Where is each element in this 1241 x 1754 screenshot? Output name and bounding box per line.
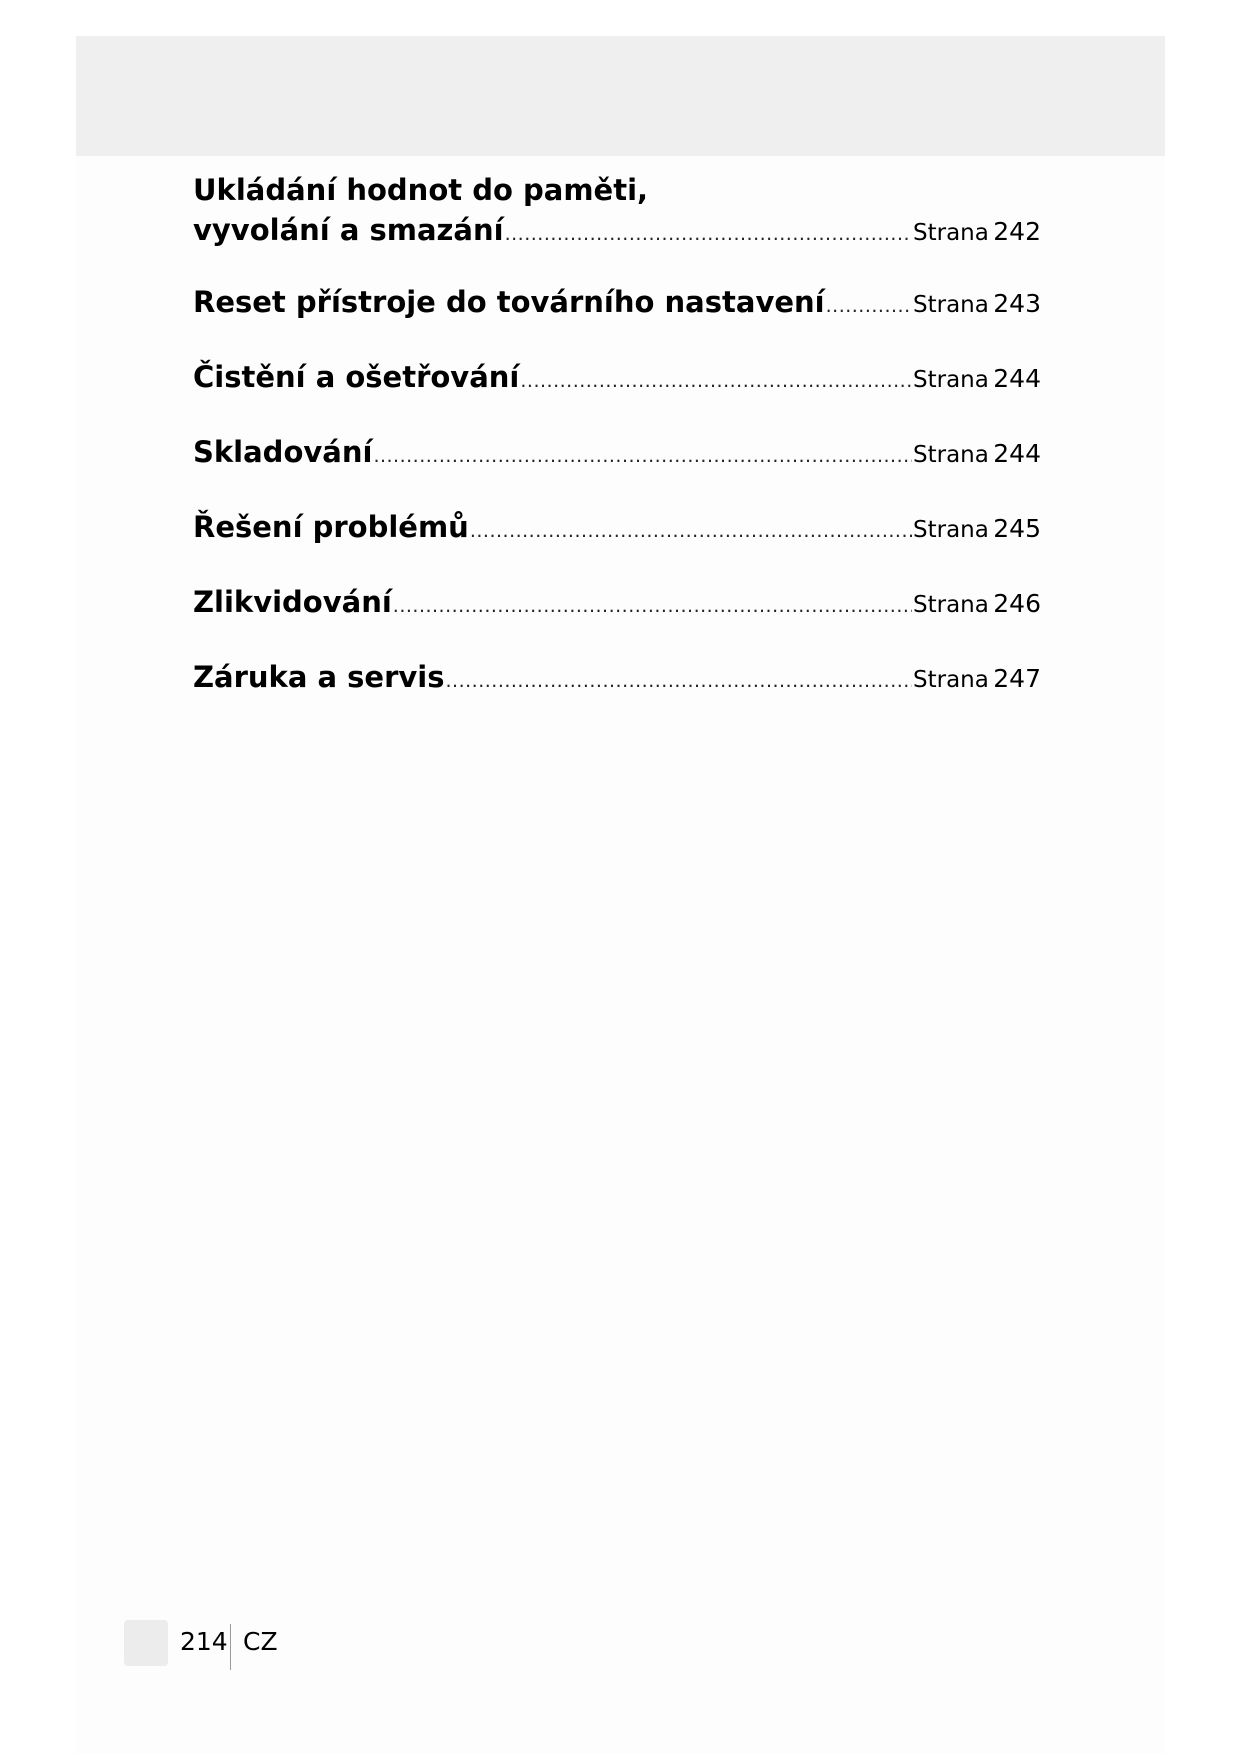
toc-entry-title: vyvolání a smazání <box>193 213 504 247</box>
toc-page-label: Strana <box>913 292 989 318</box>
dot-leader <box>470 520 912 542</box>
toc-page-number: 243 <box>993 289 1041 318</box>
toc-entry-title-line1: Ukládání hodnot do paměti, <box>193 173 649 207</box>
toc-entry-storage[interactable] <box>193 434 1041 509</box>
footer-tab-marker <box>124 1620 168 1666</box>
toc-page-label: Strana <box>913 367 989 393</box>
toc-page-number: 244 <box>993 439 1041 468</box>
toc-page-number: 244 <box>993 364 1041 393</box>
dot-leader <box>446 670 913 692</box>
toc-page-label: Strana <box>913 442 989 468</box>
dot-leader <box>393 595 912 617</box>
toc-entry-title: Čistění a ošetřování <box>193 360 520 394</box>
toc-entry-title: Skladování <box>193 435 373 469</box>
header-band <box>76 36 1165 156</box>
toc-page-number: 246 <box>993 589 1041 618</box>
toc-page-number: 247 <box>993 664 1041 693</box>
toc-entry-title: Řešení problémů <box>193 510 469 544</box>
footer-language-code: CZ <box>243 1627 278 1656</box>
toc-page-label: Strana <box>913 667 989 693</box>
toc-entry-troubleshooting[interactable] <box>193 509 1041 584</box>
toc-page-label: Strana <box>913 517 989 543</box>
dot-leader <box>373 445 912 467</box>
toc-entry-title: Záruka a servis <box>193 660 445 694</box>
toc-page-number: 245 <box>993 514 1041 543</box>
toc-entry-disposal[interactable] <box>193 584 1041 659</box>
toc-entry-title: Reset přístroje do továrního nastavení <box>193 285 825 319</box>
toc-entry-cleaning[interactable] <box>193 359 1041 434</box>
dot-leader <box>505 223 912 245</box>
toc-page-number: 242 <box>993 217 1041 246</box>
dot-leader <box>826 295 912 317</box>
toc-entry-title: Zlikvidování <box>193 585 392 619</box>
toc-page-label: Strana <box>913 220 989 246</box>
toc-entry-memory[interactable] <box>193 172 1041 284</box>
dot-leader <box>520 370 912 392</box>
table-of-contents <box>193 172 1041 734</box>
footer-page-number: 214 <box>180 1627 228 1656</box>
footer-divider <box>230 1624 231 1670</box>
toc-page-label: Strana <box>913 592 989 618</box>
toc-entry-warranty[interactable] <box>193 659 1041 734</box>
toc-entry-factory-reset[interactable] <box>193 284 1041 359</box>
